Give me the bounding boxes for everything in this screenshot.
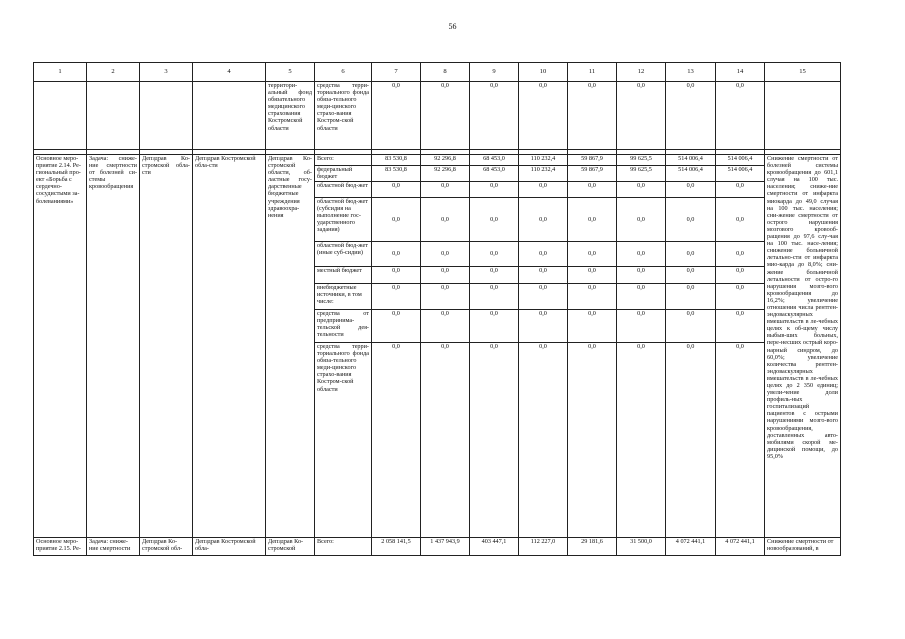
- task-cell: Задача: сниже-ние смертности: [87, 538, 140, 556]
- value-cell: 0,0: [372, 343, 421, 538]
- value-cell: 0,0: [666, 267, 716, 284]
- value-cell: 0,0: [372, 198, 421, 242]
- value-cell: 59 867,9: [568, 166, 617, 182]
- value-cell: 0,0: [421, 267, 470, 284]
- value-cell: 0,0: [470, 343, 519, 538]
- value-cell: 0,0: [470, 182, 519, 198]
- value-cell: 0,0: [666, 284, 716, 310]
- value-cell: 0,0: [421, 82, 470, 150]
- value-cell: 0,0: [568, 182, 617, 198]
- funding-source-cell: Всего:: [315, 155, 372, 166]
- value-cell: 0,0: [568, 284, 617, 310]
- value-cell: 0,0: [519, 182, 568, 198]
- value-cell: 0,0: [421, 284, 470, 310]
- value-cell: 0,0: [568, 267, 617, 284]
- value-cell: 0,0: [372, 182, 421, 198]
- funding-source-cell: областной бюд-жет (субсидия на выполнение гос-ударственного задания): [315, 198, 372, 242]
- col-header: 8: [421, 63, 470, 82]
- col-header: 5: [266, 63, 315, 82]
- measure-name-cell: Основное меро-приятие 2.14. Ре-гиональный про-ект «Борьба с сердечно-сосудистыми за-болеваниями»: [34, 155, 87, 538]
- value-cell: 0,0: [421, 198, 470, 242]
- value-cell: 0,0: [372, 82, 421, 150]
- value-cell: 0,0: [617, 182, 666, 198]
- value-cell: 0,0: [519, 343, 568, 538]
- col-header: 10: [519, 63, 568, 82]
- co-executor-cell: Депздрав Костромской обла-сти: [193, 155, 266, 538]
- executor-cell: Депздрав Ко-стромской: [266, 538, 315, 556]
- value-cell: 0,0: [470, 284, 519, 310]
- value-cell: 4 072 441,1: [716, 538, 765, 556]
- value-cell: 0,0: [716, 284, 765, 310]
- funding-source-cell: областной бюд-жет (иные суб-сидии): [315, 242, 372, 267]
- value-cell: 110 232,4: [519, 155, 568, 166]
- continuation-row: [34, 82, 841, 150]
- value-cell: 514 006,4: [716, 166, 765, 182]
- value-cell: 0,0: [372, 267, 421, 284]
- value-cell: 0,0: [666, 82, 716, 150]
- value-cell: 83 530,8: [372, 166, 421, 182]
- value-cell: 514 006,4: [666, 166, 716, 182]
- value-cell: 0,0: [372, 310, 421, 343]
- value-cell: 0,0: [519, 242, 568, 267]
- value-cell: 0,0: [470, 198, 519, 242]
- col-header: 6: [315, 63, 372, 82]
- value-cell: 92 296,8: [421, 166, 470, 182]
- value-cell: 0,0: [666, 182, 716, 198]
- executor-cell: территори-альный фонд обязательного медицинского страхования Костромской области: [266, 82, 315, 150]
- value-cell: 0,0: [617, 284, 666, 310]
- value-cell: 0,0: [617, 198, 666, 242]
- budget-table: [33, 62, 841, 556]
- value-cell: 110 232,4: [519, 166, 568, 182]
- value-cell: 514 006,4: [666, 155, 716, 166]
- value-cell: 112 227,0: [519, 538, 568, 556]
- value-cell: 2 058 141,5: [372, 538, 421, 556]
- value-cell: 0,0: [617, 343, 666, 538]
- value-cell: 0,0: [519, 284, 568, 310]
- value-cell: 0,0: [666, 310, 716, 343]
- table-row: [34, 538, 841, 556]
- col-header: 2: [87, 63, 140, 82]
- value-cell: 0,0: [716, 242, 765, 267]
- value-cell: 0,0: [519, 310, 568, 343]
- value-cell: 0,0: [617, 242, 666, 267]
- value-cell: 0,0: [617, 310, 666, 343]
- col-header: 9: [470, 63, 519, 82]
- value-cell: 0,0: [519, 267, 568, 284]
- value-cell: 0,0: [716, 198, 765, 242]
- value-cell: 0,0: [470, 310, 519, 343]
- expected-result-cell: Снижение смертности от болезней системы кровообращения до 601,1 случая на 100 тыс. населения; сниже-ние смертности от инфаркта миокарда до 49,0 случая на 100 тыс. населения; сни-жение смертности от острого нарушения мозгового кровооб-ращения до 97,6 слу-чая на 100 тыс. насе-ления; снижение больничной летально-сти от инфаркта мио-карда до 8,0%; сни-жение больничной летальности от остро-го нарушения мозго-вого кровообращения до 16,2%; увеличение отношения числа рентген-эндоваскулярных вмешательств в ле-чебных целях к об-щему числу выбыв-ших больных, пере-несших острый коро-нарный синдром, до 60,0%; увеличение количества рентген-эндоваскулярных вмешательств в ле-чебных целях до 2 350 единиц; увели-чение доли профиль-ных госпитализаций пациентов с острыми нарушениями мозго-вого кровообращения, доставленных авто-мобилями скорой ме-дицинской помощи, до 95,0%: [765, 155, 841, 538]
- table-row: [34, 155, 841, 166]
- col-header: 14: [716, 63, 765, 82]
- value-cell: 92 296,8: [421, 155, 470, 166]
- value-cell: 0,0: [716, 182, 765, 198]
- value-cell: 0,0: [372, 242, 421, 267]
- value-cell: 0,0: [666, 343, 716, 538]
- value-cell: 4 072 441,1: [666, 538, 716, 556]
- value-cell: 0,0: [470, 267, 519, 284]
- value-cell: 0,0: [372, 284, 421, 310]
- value-cell: 0,0: [568, 242, 617, 267]
- funding-source-cell: Всего:: [315, 538, 372, 556]
- value-cell: 31 500,0: [617, 538, 666, 556]
- col-header: 12: [617, 63, 666, 82]
- value-cell: 0,0: [421, 182, 470, 198]
- value-cell: 0,0: [666, 198, 716, 242]
- value-cell: 1 437 943,9: [421, 538, 470, 556]
- funding-source-cell: областной бюд-жет: [315, 182, 372, 198]
- funding-source-cell: внебюджетные источники, в том числе:: [315, 284, 372, 310]
- page-number: 56: [448, 22, 457, 31]
- col-header: 7: [372, 63, 421, 82]
- col-header: 15: [765, 63, 841, 82]
- value-cell: 0,0: [421, 343, 470, 538]
- funding-source-cell: местный бюджет: [315, 267, 372, 284]
- value-cell: 0,0: [666, 242, 716, 267]
- value-cell: 0,0: [617, 267, 666, 284]
- col-header: 3: [140, 63, 193, 82]
- value-cell: 0,0: [568, 343, 617, 538]
- measure-name-cell: Основное меро-приятие 2.15. Ре-: [34, 538, 87, 556]
- executor-cell: Депздрав Ко-стромской области, об-ластные госу-дарственные бюджетные учреждения здравоохра-нения: [266, 155, 315, 538]
- value-cell: 68 453,0: [470, 166, 519, 182]
- funding-source-cell: средства от предпринима-тельской дея-тельности: [315, 310, 372, 343]
- value-cell: 0,0: [519, 198, 568, 242]
- value-cell: 83 530,8: [372, 155, 421, 166]
- value-cell: 0,0: [421, 310, 470, 343]
- value-cell: 403 447,1: [470, 538, 519, 556]
- funding-source-cell: средства терри-ториального фонда обяза-тельного меди-цинского страхо-вания Костром-ской области: [315, 82, 372, 150]
- task-cell: Задача: сниже-ние смертности от болезней си-стемы кровообращения: [87, 155, 140, 538]
- value-cell: 29 181,6: [568, 538, 617, 556]
- value-cell: 0,0: [716, 310, 765, 343]
- expected-result-cell: Снижение смертности от новообразований, в: [765, 538, 841, 556]
- value-cell: 0,0: [716, 82, 765, 150]
- value-cell: 0,0: [568, 82, 617, 150]
- col-header: 13: [666, 63, 716, 82]
- value-cell: 0,0: [617, 82, 666, 150]
- col-header: 11: [568, 63, 617, 82]
- funding-source-cell: средства терри-ториального фонда обяза-тельного меди-цинского страхо-вания Костром-ской области: [315, 343, 372, 538]
- value-cell: 0,0: [716, 267, 765, 284]
- header-row: [34, 63, 841, 82]
- funding-source-cell: федеральный бюджет: [315, 166, 372, 182]
- responsible-cell: Депздрав Ко-стромской обл-: [140, 538, 193, 556]
- co-executor-cell: Депздрав Костромской обла-: [193, 538, 266, 556]
- col-header: 4: [193, 63, 266, 82]
- value-cell: 0,0: [519, 82, 568, 150]
- value-cell: 0,0: [568, 198, 617, 242]
- value-cell: 0,0: [470, 242, 519, 267]
- value-cell: 99 625,5: [617, 155, 666, 166]
- value-cell: 68 453,0: [470, 155, 519, 166]
- col-header: 1: [34, 63, 87, 82]
- value-cell: 99 625,5: [617, 166, 666, 182]
- value-cell: 0,0: [470, 82, 519, 150]
- value-cell: 0,0: [568, 310, 617, 343]
- value-cell: 0,0: [421, 242, 470, 267]
- value-cell: 514 006,4: [716, 155, 765, 166]
- value-cell: 59 867,9: [568, 155, 617, 166]
- value-cell: 0,0: [716, 343, 765, 538]
- responsible-cell: Депздрав Ко-стромской обла-сти: [140, 155, 193, 538]
